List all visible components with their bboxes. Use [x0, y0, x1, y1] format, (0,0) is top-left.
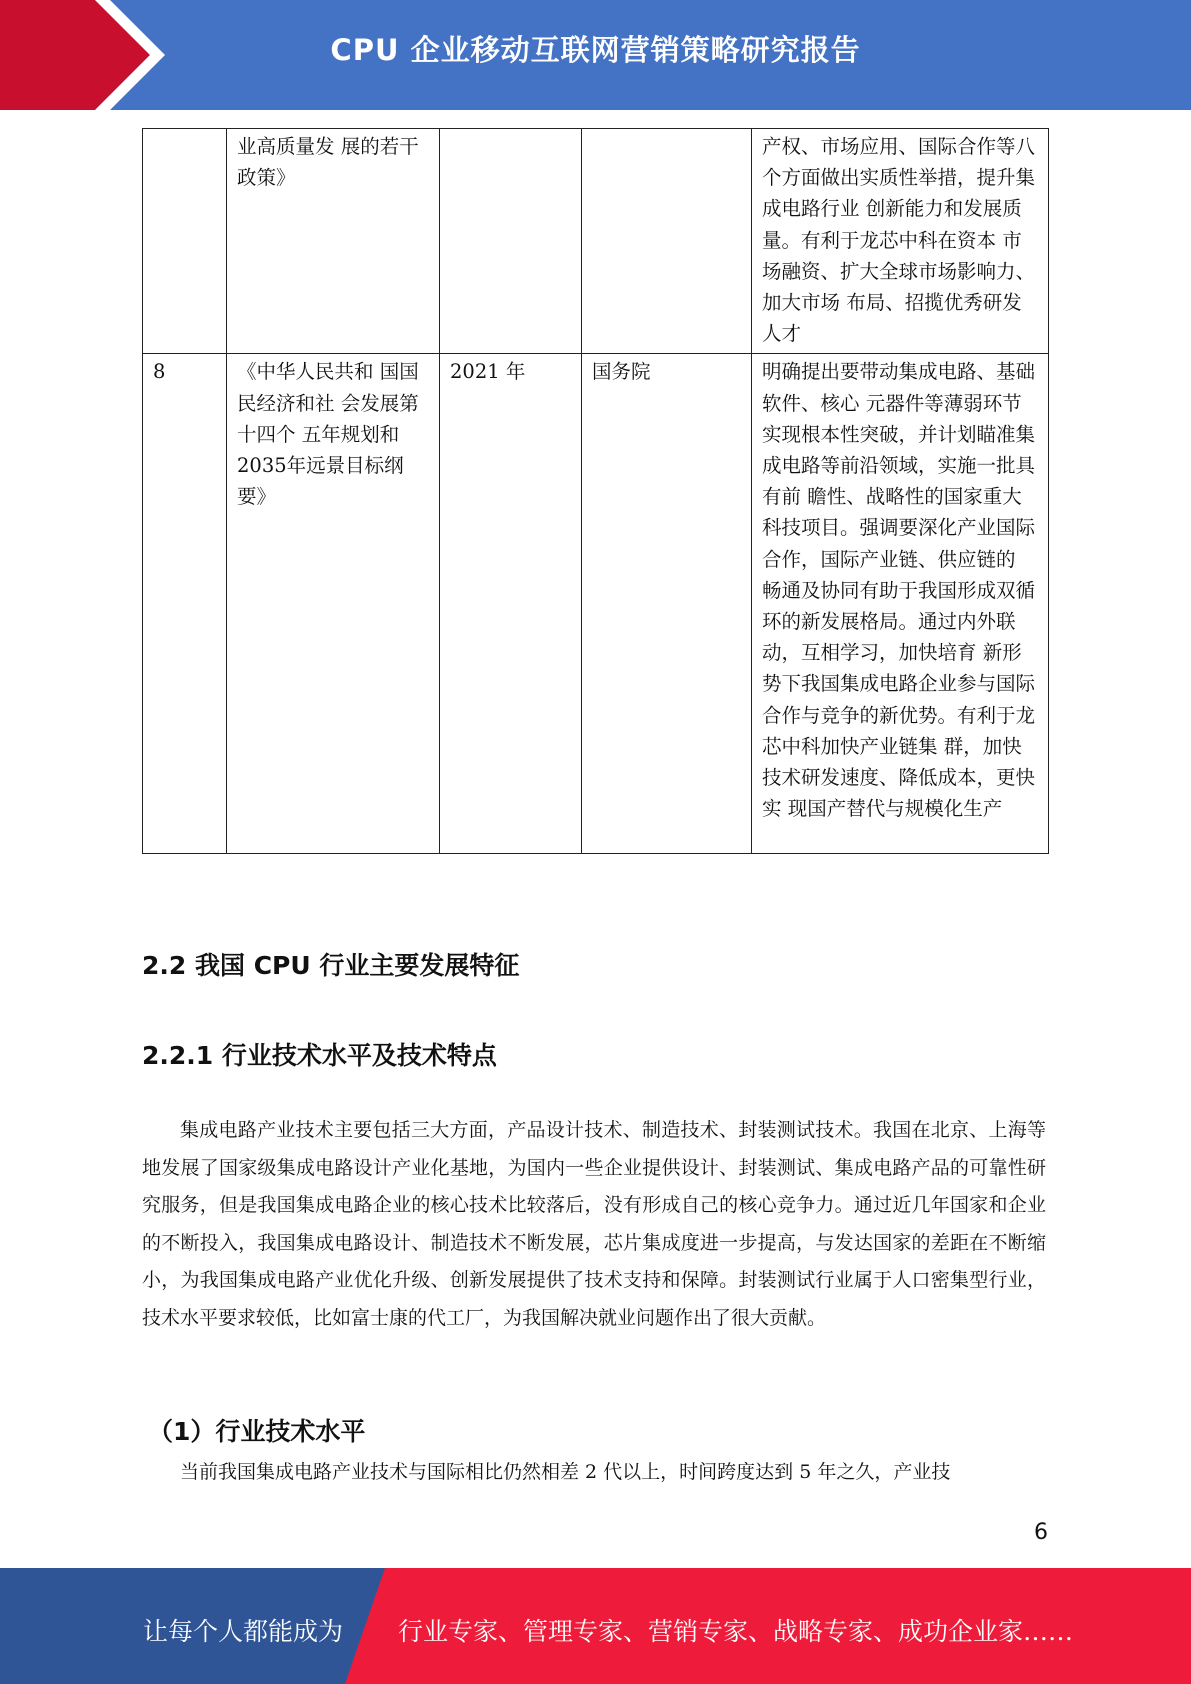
policy-table — [142, 128, 1049, 854]
cell-title: 《中华人民共和 国国民经济和社 会发展第十四个 五年规划和2035年远景目标纲要》 — [227, 354, 440, 854]
table-row — [143, 354, 1049, 854]
footer-slogan-right: 行业专家、管理专家、营销专家、战略专家、成功企业家…… — [398, 1617, 1074, 1646]
body-paragraph: 当前我国集成电路产业技术与国际相比仍然相差 2 代以上，时间跨度达到 5 年之久，产业技 — [180, 1461, 951, 1483]
cell-year: 2021 年 — [440, 354, 582, 854]
cell-no — [143, 129, 227, 354]
cell-issuer: 国务院 — [582, 354, 752, 854]
cell-issuer — [582, 129, 752, 354]
footer-slogan-left: 让每个人都能成为 — [143, 1617, 344, 1646]
page-footer — [0, 1568, 1191, 1684]
table-row — [143, 129, 1049, 354]
page-number: 6 — [1034, 1520, 1048, 1545]
cell-no: 8 — [143, 354, 227, 854]
section-heading: 2.2 我国 CPU 行业主要发展特征 — [142, 951, 520, 980]
cell-content: 明确提出要带动集成电路、基础软件、核心 元器件等薄弱环节实现根本性突破，并计划瞄准集成电路等前沿领域，实施一批具有前 瞻性、战略性的国家重大科技项目。强调要深化产业国际合作，国际产业链、供应链的 畅通及协同有助于我国形成双循环的新发展格局。通过内外联动，互相学习，加快培育 新形势下我国集成电路企业参与国际合作与竞争的新优势。有利于龙芯中科加快产业链集 群，加快技术研发速度、降低成本，更快实 现国产替代与规模化生产 — [752, 354, 1049, 854]
subsection-heading: 2.2.1 行业技术水平及技术特点 — [142, 1041, 497, 1070]
cell-year — [440, 129, 582, 354]
cell-title: 业高质量发 展的若干政策》 — [227, 129, 440, 354]
cell-content: 产权、市场应用、国际合作等八 个方面做出实质性举措，提升集成电路行业 创新能力和发展质量。有利于龙芯中科在资本 市场融资、扩大全球市场影响力、加大市场 布局、招揽优秀研发人才 — [752, 129, 1049, 354]
header-title: CPU 企业移动互联网营销策略研究报告 — [330, 33, 861, 67]
page-header — [0, 0, 1191, 110]
sub-subsection-heading: （1）行业技术水平 — [148, 1417, 366, 1446]
body-paragraph: 集成电路产业技术主要包括三大方面，产品设计技术、制造技术、封装测试技术。我国在北京、上海等地发展了国家级集成电路设计产业化基地，为国内一些企业提供设计、封装测试、集成电路产品的可靠性研究服务，但是我国集成电路企业的核心技术比较落后，没有形成自己的核心竞争力。通过近几年国家和企业的不断投入，我国集成电路设计、制造技术不断发展，芯片集成度进一步提高，与发达国家的差距在不断缩小，为我国集成电路产业优化升级、创新发展提供了技术支持和保障。封装测试行业属于人口密集型行业，技术水平要求较低，比如富士康的代工厂，为我国解决就业问题作出了很大贡献。 — [142, 1119, 1046, 1329]
